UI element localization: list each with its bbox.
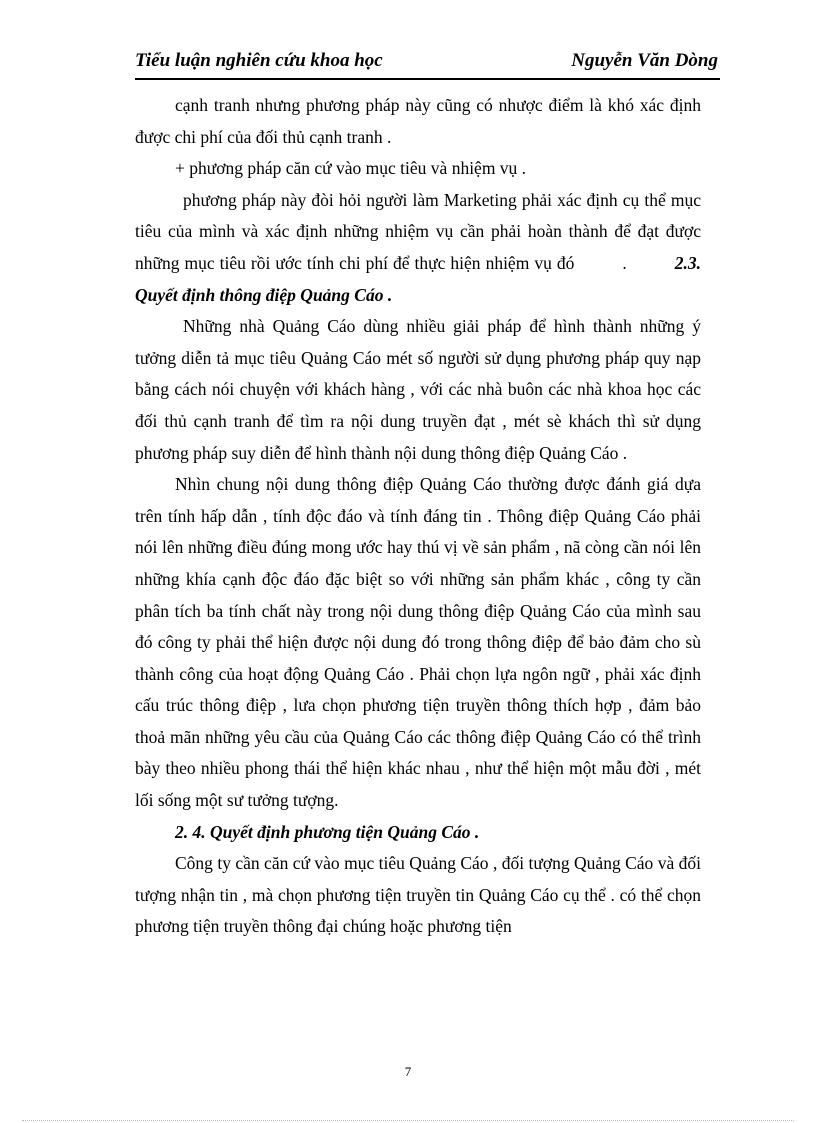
page-number: 7	[404, 1064, 412, 1079]
section-heading-2-4: 2. 4. Quyết định phương tiện Quảng Cáo .	[175, 821, 480, 842]
section-heading-2-3: 2.3. Quyết định thông điệp Quảng Cáo .	[135, 252, 701, 305]
page-header	[135, 46, 720, 80]
page-bottom-divider	[22, 1120, 794, 1121]
paragraph-5: Nhìn chung nội dung thông điệp Quảng Cáo thường được đánh giá dựa trên tính hấp dẫn , tính độc đáo và tính đáng tin . Thông điệp Quảng Cáo phải nói lên những điều đúng mong ước hay thú vị về sản phẩm , nã còng cần nói lên những khía cạnh độc đáo đặc biệt so với những sản phẩm khác , công ty cần phân tích ba tính chất này trong nội dung thông điệp Quảng Cáo của mình sau đó công ty phải thể hiện được nội dung đó trong thông điệp để bảo đảm cho sù thành công của hoạt động Quảng Cáo . Phải chọn lựa ngôn ngữ , phải xác định cấu trúc thông điệp , lưa chọn phương tiện truyền thông thích hợp , đảm bảo thoả mãn những yêu cầu của Quảng Cáo các thông điệp Quảng Cáo có thể trình bày theo nhiều phong thái thể hiện khác nhau , như thể hiện một mẫu đời , mét lối sống một sư tưởng tượng.	[135, 474, 701, 811]
document-body	[135, 90, 701, 943]
paragraph-3	[135, 185, 701, 311]
paragraph-3-text: phương pháp này đòi hỏi người làm Marketing phải xác định cụ thể mục tiêu của mình và xác định những nhiệm vụ cần phải hoàn thành để đạt được những mục tiêu rồi ước tính chi phí để thực hiện nhiệm vụ đó	[135, 189, 701, 273]
paragraph-2: + phương pháp căn cứ vào mục tiêu và nhiệm vụ .	[175, 158, 527, 179]
paragraph-1: cạnh tranh nhưng phương pháp này cũng có nhược điểm là khó xác định được chi phí của đối thủ cạnh tranh .	[135, 95, 701, 147]
paragraph-4: Những nhà Quảng Cáo dùng nhiều giải pháp để hình thành những ý tưởng diễn tả mục tiêu Quảng Cáo mét số người sử dụng phương pháp quy nạp bằng cách nói chuyện với khách hàng , với các nhà buôn các nhà khoa học các đối thủ cạnh tranh để tìm ra nội dung truyền đạt , mét sè khách thì sử dụng phương pháp suy diễn để hình thành nội dung thông điệp Quảng Cáo .	[135, 316, 701, 463]
header-title: Tiểu luận nghiên cứu khoa học	[135, 50, 383, 71]
header-author: Nguyễn Văn Dòng	[571, 50, 718, 71]
paragraph-3-end: .	[622, 252, 627, 273]
paragraph-6: Công ty cần căn cứ vào mục tiêu Quảng Cáo , đối tượng Quảng Cáo và đối tượng nhận tin , mà chọn phương tiện truyền tin Quảng Cáo cụ thể . có thể chọn phương tiện truyền thông đại chúng hoặc phương tiện	[135, 853, 701, 937]
